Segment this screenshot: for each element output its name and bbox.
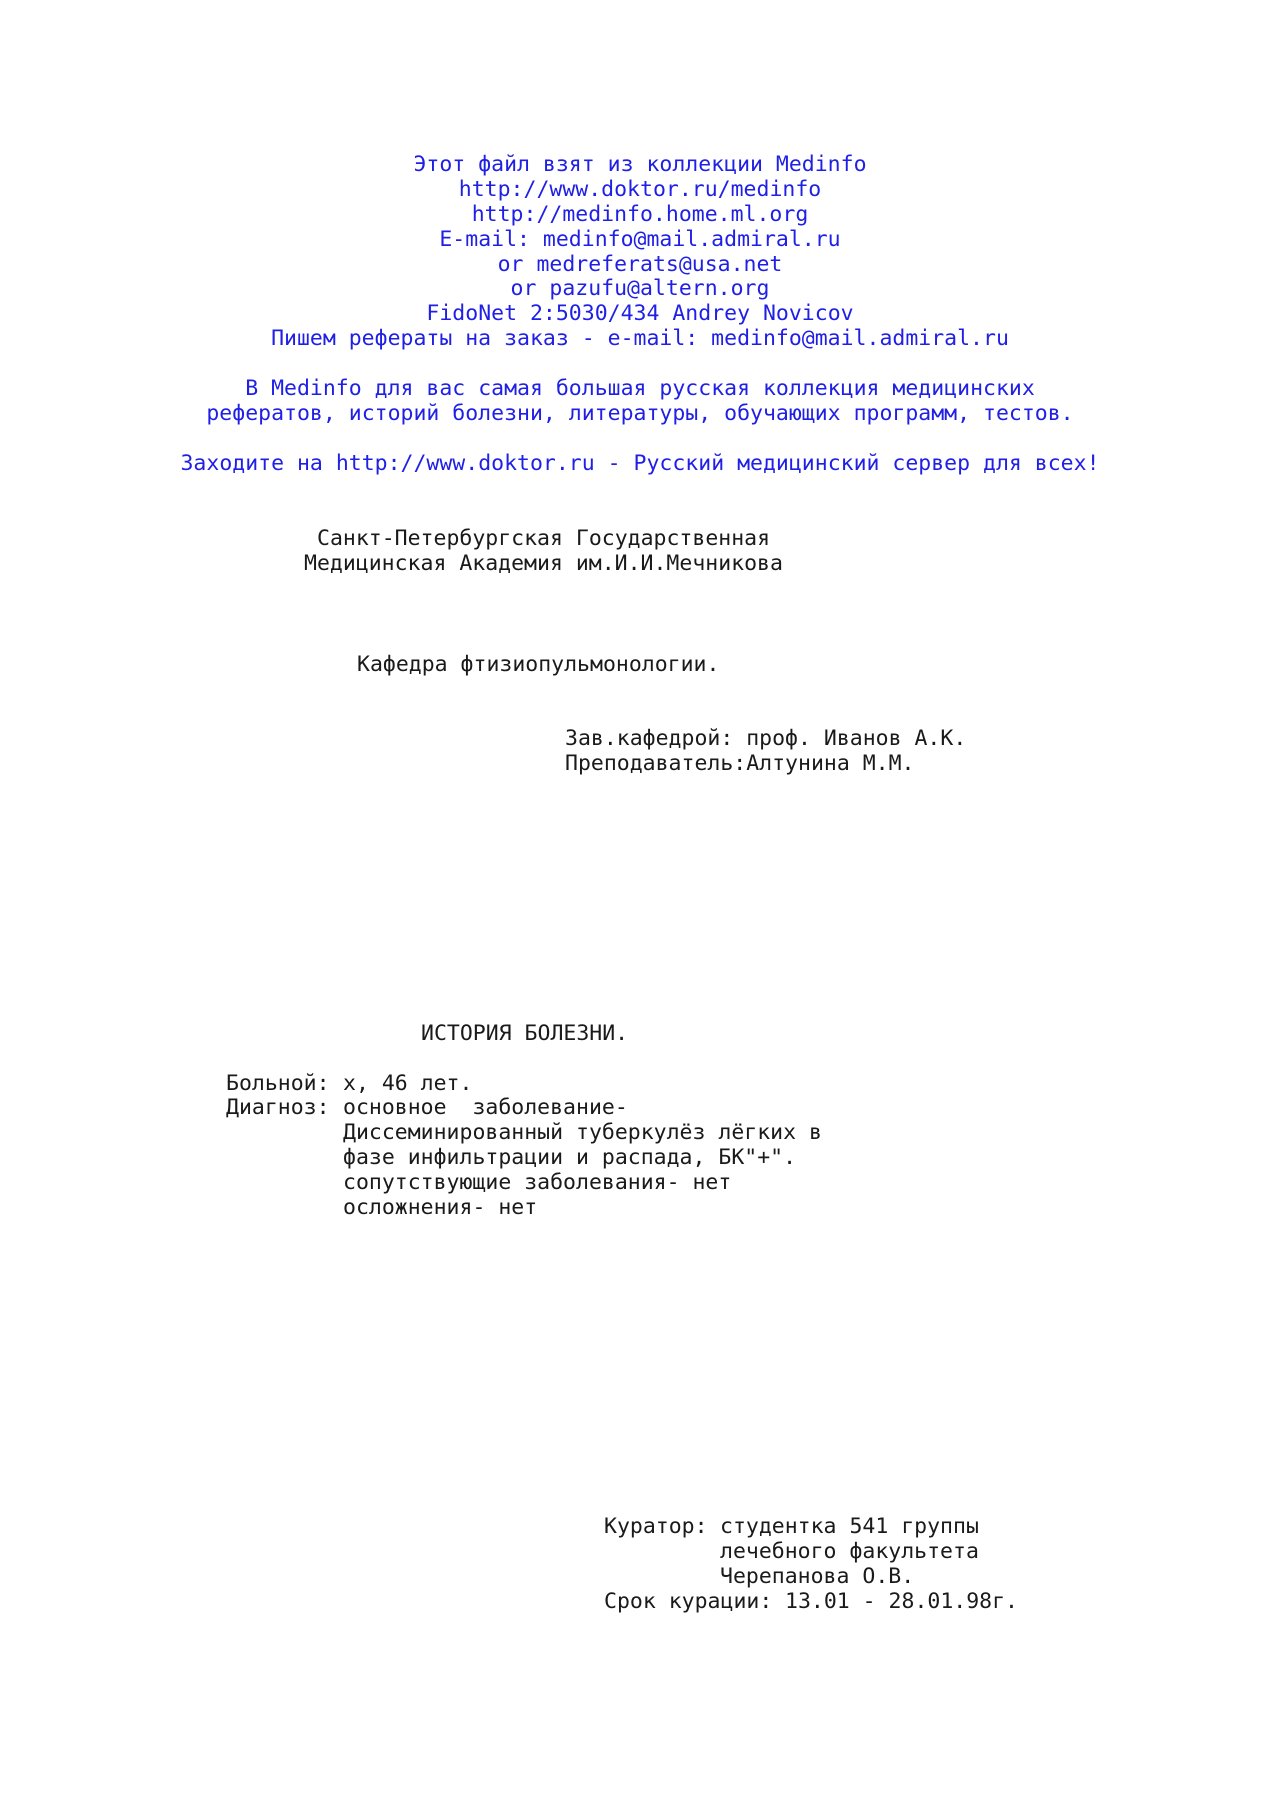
curation-period-value: 13.01 - 28.01.98г.	[785, 1589, 1018, 1614]
header-order-line: Пишем рефераты на заказ - e-mail: medinfo@mail.admiral.ru	[271, 326, 1009, 351]
header-line: Этот файл взят из коллекции Medinfo	[413, 152, 867, 177]
diagnosis-line: осложнения- нет	[343, 1195, 538, 1220]
curation-period-label: Срок курации:	[604, 1589, 773, 1614]
curator-label: Куратор:	[604, 1514, 708, 1539]
header-email[interactable]: E-mail: medinfo@mail.admiral.ru	[439, 227, 841, 252]
patient-value: х, 46 лет.	[343, 1071, 473, 1096]
diagnosis-line: сопутствующие заболевания- нет	[343, 1170, 732, 1195]
header-email[interactable]: or pazufu@altern.org	[510, 276, 770, 301]
promo-line: рефератов, историй болезни, литературы, обучающих программ, тестов.	[206, 401, 1074, 426]
header-link[interactable]: http://medinfo.home.ml.org	[471, 202, 809, 227]
header-link[interactable]: http://www.doktor.ru/medinfo	[458, 177, 822, 202]
diagnosis-line: Диссеминированный туберкулёз лёгких в	[343, 1120, 822, 1145]
document-title: ИСТОРИЯ БОЛЕЗНИ.	[421, 1021, 629, 1046]
promo-line: В Medinfo для вас самая большая русская коллекция медицинских	[245, 376, 1035, 401]
teacher: Преподаватель:Алтунина М.М.	[565, 751, 915, 776]
header-email[interactable]: or medreferats@usa.net	[497, 252, 783, 277]
institution-name-line-1: Санкт-Петербургская Государственная	[317, 526, 771, 551]
diagnosis-label: Диагноз:	[226, 1095, 330, 1120]
header-fidonet: FidoNet 2:5030/434 Andrey Novicov	[426, 301, 854, 326]
curator-line: лечебного факультета	[720, 1539, 979, 1564]
curator-name: Черепанова О.В.	[720, 1564, 915, 1589]
curator-line: студентка 541 группы	[720, 1514, 979, 1539]
diagnosis-line: основное заболевание-	[343, 1095, 628, 1120]
diagnosis-line: фазе инфильтрации и распада, БК"+".	[343, 1145, 797, 1170]
department-name: Кафедра фтизиопульмонологии.	[357, 652, 720, 677]
department-head: Зав.кафедрой: проф. Иванов А.К.	[565, 726, 967, 751]
visit-line: Заходите на http://www.doktor.ru - Русский медицинский сервер для всех!	[180, 451, 1100, 476]
institution-name-line-2: Медицинская Академия им.И.И.Мечникова	[304, 551, 783, 576]
patient-label: Больной:	[226, 1071, 330, 1096]
